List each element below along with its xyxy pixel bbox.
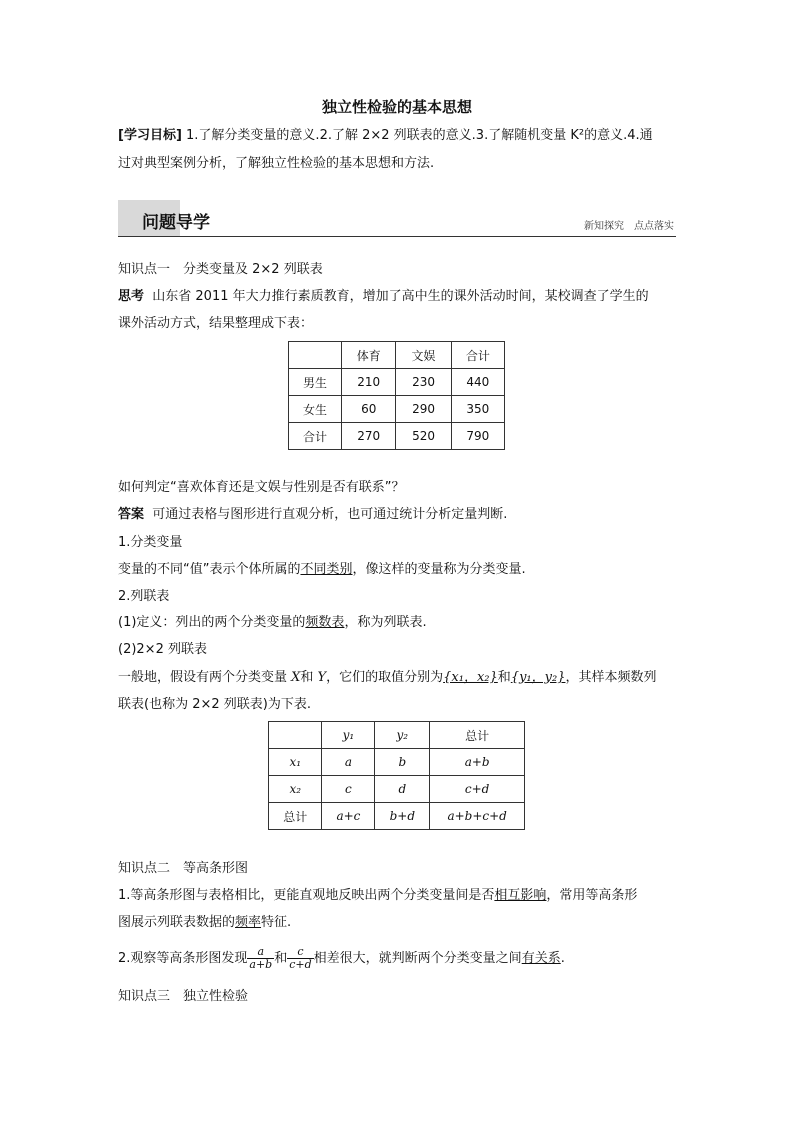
activity-table	[288, 341, 505, 450]
p1-text-post: ，像这样的变量称为分类变量.	[352, 562, 526, 577]
table-cell: b+d	[375, 803, 430, 830]
learning-goals-line-1	[118, 126, 678, 146]
table-cell: x₁	[269, 749, 322, 776]
table-cell: 290	[396, 396, 451, 423]
table-cell: 210	[342, 369, 396, 396]
general-and: 和	[497, 670, 511, 685]
table-header-row	[269, 722, 525, 749]
table-cell: 520	[396, 423, 451, 450]
table-header-cell: y₂	[375, 722, 430, 749]
p1-text-pre: 变量的不同“值”表示个体所属的	[118, 562, 301, 577]
fraction-numerator: a	[247, 946, 274, 959]
kp2-l2-post: 特征.	[261, 915, 292, 930]
table-header-cell: 总计	[430, 722, 525, 749]
kp2-l2-pre: 图展示列联表数据的	[118, 915, 236, 930]
kp2-line-1	[118, 886, 678, 906]
section-header	[118, 200, 676, 237]
table-cell: d	[375, 776, 430, 803]
learning-goals-label: [学习目标]	[118, 128, 182, 143]
table-row	[269, 749, 525, 776]
table-cell: 女生	[289, 396, 342, 423]
table-cell: 男生	[289, 369, 342, 396]
contingency-table	[268, 721, 525, 830]
table-cell: 790	[451, 423, 504, 450]
question-text: 如何判定“喜欢体育还是文娱与性别是否有联系”？	[118, 480, 405, 495]
answer-line	[118, 505, 678, 525]
p2-heading: 2.列联表	[118, 589, 170, 604]
table-cell: 350	[451, 396, 504, 423]
general-mid1: 和	[300, 670, 318, 685]
y-value-set: {y₁，y₂}	[510, 670, 566, 685]
table-row	[269, 803, 525, 830]
p2-definition	[118, 613, 678, 633]
p2-sub-heading: (2)2×2 列联表	[118, 642, 207, 657]
kp2-l1-pre: 1.等高条形图与表格相比，更能直观地反映出两个分类变量间是否	[118, 888, 495, 903]
table-header-cell: 合计	[451, 342, 504, 369]
p1-heading: 1.分类变量	[118, 535, 183, 550]
section-subtitle: 新知探究 点点落实	[584, 221, 674, 232]
kp2-l1-post: ，常用等高条形	[546, 888, 638, 903]
kp2-l3-mid: 相差很大，就判断两个分类变量之间	[313, 951, 522, 966]
p1-underline: 不同类别	[300, 562, 353, 577]
table-cell: 总计	[269, 803, 322, 830]
p1-text	[118, 560, 678, 580]
table-header-cell: y₁	[322, 722, 375, 749]
table-cell: 合计	[289, 423, 342, 450]
learning-goals-text-1: 1.了解分类变量的意义.2.了解 2×2 列联表的意义.3.了解随机变量 K²的意义.4.通	[186, 128, 653, 143]
x-value-set: {x₁，x₂}	[443, 670, 498, 685]
answer-text: 可通过表格与图形进行直观分析，也可通过统计分析定量判断.	[152, 507, 508, 522]
table-cell: 270	[342, 423, 396, 450]
answer-label: 答案	[118, 507, 145, 522]
page-title: 独立性检验的基本思想	[321, 98, 472, 116]
table-cell: c	[322, 776, 375, 803]
kp2-line-2	[118, 913, 678, 933]
think-line-1	[118, 287, 678, 307]
section-title: 问题导学	[142, 213, 210, 233]
p2-def-post: ，称为列联表.	[344, 615, 427, 630]
p2-def-pre: (1)定义：列出的两个分类变量的	[118, 615, 306, 630]
fraction-denominator: c+d	[289, 958, 312, 971]
fraction-a-over-a-plus-b	[247, 946, 274, 971]
table-header-row	[289, 342, 505, 369]
kp2-l3-underline: 有关系	[521, 951, 561, 966]
general-line-2: 联表(也称为 2×2 列联表)为下表.	[118, 697, 311, 712]
kp2-and: 和	[274, 951, 288, 966]
learning-goals-text-2: 过对典型案例分析，了解独立性检验的基本思想和方法.	[118, 156, 435, 171]
table-row	[289, 369, 505, 396]
table-header-cell	[289, 342, 342, 369]
table-cell: a+c	[322, 803, 375, 830]
table-cell: b	[375, 749, 430, 776]
think-text-2: 课外活动方式，结果整理成下表：	[118, 316, 314, 331]
p2-def-underline: 频数表	[305, 615, 345, 630]
table-header-cell: 体育	[342, 342, 396, 369]
table-cell: 60	[342, 396, 396, 423]
table-cell: a	[322, 749, 375, 776]
table-cell: 230	[396, 369, 451, 396]
kp2-l2-underline: 频率	[235, 915, 262, 930]
general-pre: 一般地，假设有两个分类变量	[118, 670, 292, 685]
fraction-numerator: c	[287, 946, 313, 959]
fraction-c-over-c-plus-d	[287, 946, 313, 971]
kp2-line-3	[118, 944, 678, 974]
think-label: 思考	[118, 289, 145, 304]
table-row	[289, 396, 505, 423]
table-row	[269, 776, 525, 803]
fraction-denominator: a+b	[249, 958, 273, 971]
table-cell: a+b+c+d	[430, 803, 525, 830]
kp2-l1-underline: 相互影响	[494, 888, 547, 903]
think-text-1: 山东省 2011 年大力推行素质教育，增加了高中生的课外活动时间，某校调查了学生的	[152, 289, 649, 304]
table-header-cell	[269, 722, 322, 749]
table-cell: 440	[451, 369, 504, 396]
kp2-heading: 知识点二 等高条形图	[118, 861, 249, 876]
table-cell: c+d	[430, 776, 525, 803]
var-x: X	[291, 670, 301, 685]
kp2-l3-post: .	[560, 951, 565, 966]
table-header-cell: 文娱	[396, 342, 451, 369]
table-cell: x₂	[269, 776, 322, 803]
table-cell: a+b	[430, 749, 525, 776]
table-row	[289, 423, 505, 450]
general-post: ，其样本频数列	[565, 670, 657, 685]
general-mid2: ，它们的取值分别为	[326, 670, 444, 685]
var-y: Y	[317, 670, 327, 685]
kp1-heading: 知识点一 分类变量及 2×2 列联表	[118, 262, 323, 277]
general-line-1	[118, 668, 678, 688]
kp2-l3-pre: 2.观察等高条形图发现	[118, 951, 248, 966]
kp3-heading: 知识点三 独立性检验	[118, 989, 249, 1004]
